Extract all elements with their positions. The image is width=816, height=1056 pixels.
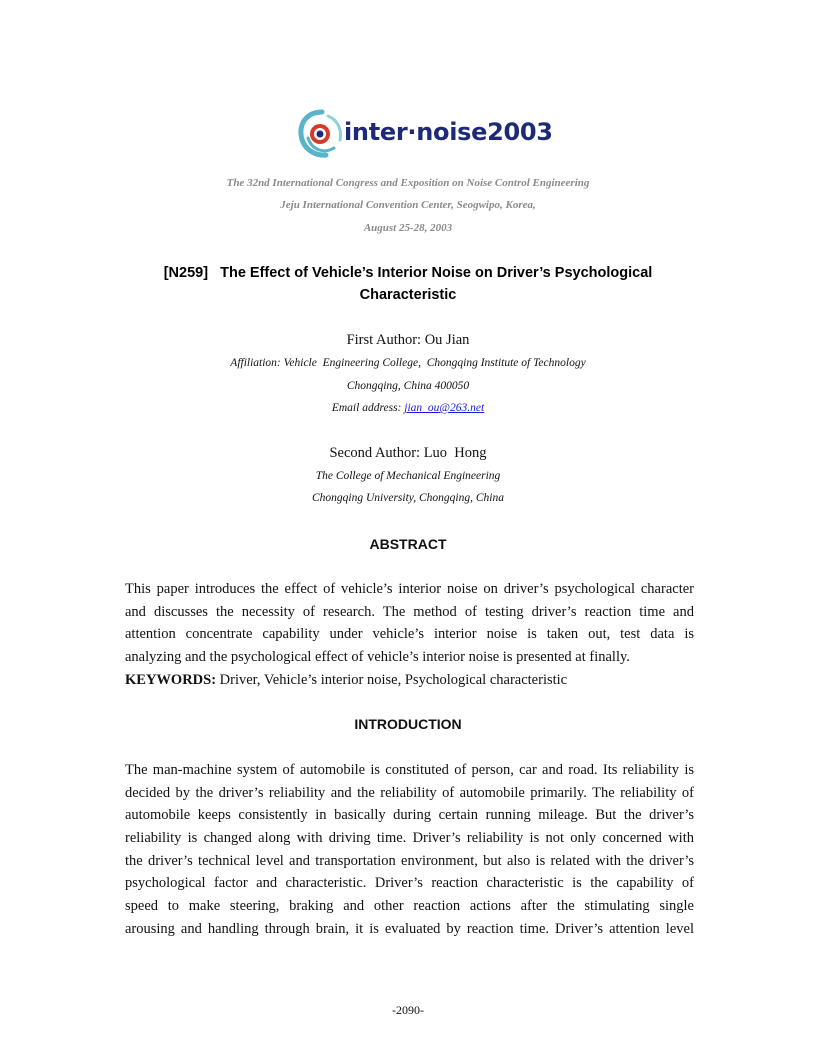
second-author-location: Chongqing University, Chongqing, China [312, 492, 504, 504]
first-author-email-line [0, 402, 816, 414]
introduction-line: reliability is changed along with driving time. Driver’s reliability is not only concerned with [125, 830, 694, 847]
conference-venue: Jeju International Convention Center, Seogwipo, Korea, [280, 199, 536, 211]
abstract-line: attention concentrate capability under vehicle’s interior noise is taken out, test data is [125, 626, 694, 643]
second-author-name: Second Author: Luo Hong [329, 445, 487, 461]
first-author-affiliation: Affiliation: Vehicle Engineering College, Chongqing Institute of Technology [230, 357, 586, 369]
introduction-body [125, 759, 694, 941]
introduction-line: automobile keeps consistently in basically during certain running mileage. But the driver’s [125, 807, 694, 824]
conference-name: The 32nd International Congress and Exposition on Noise Control Engineering [226, 177, 590, 189]
abstract-body [125, 578, 694, 691]
keywords-line [125, 669, 694, 692]
introduction-line: the driver’s technical level and transportation environment, but also is related with the driver’s [125, 852, 694, 869]
conference-dates: August 25-28, 2003 [363, 222, 453, 234]
paper-title-line-1: [N259] The Effect of Vehicle’s Interior Noise on Driver’s Psychological [163, 265, 653, 281]
swirl-icon [298, 108, 346, 160]
page-number: -2090- [392, 1003, 424, 1017]
keywords-text: Driver, Vehicle’s interior noise, Psychological characteristic [216, 671, 568, 688]
second-author-affiliation: The College of Mechanical Engineering [315, 470, 501, 482]
email-label: Email address: [331, 402, 405, 414]
abstract-heading: ABSTRACT [369, 536, 447, 552]
logo-wordmark: inter·noise2003 [344, 118, 553, 146]
introduction-line: decided by the driver’s reliability and the reliability of automobile primarily. The reliability of [125, 784, 694, 801]
introduction-line: psychological factor and characteristic. Driver’s reaction characteristic is the capability of [125, 875, 694, 892]
first-author-location: Chongqing, China 400050 [346, 380, 470, 392]
abstract-line: analyzing and the psychological effect of vehicle’s interior noise is presented at finally. [125, 649, 630, 666]
introduction-heading: INTRODUCTION [354, 716, 462, 732]
abstract-line: and discusses the necessity of research. The method of testing driver’s reaction time and [125, 603, 694, 620]
abstract-line: This paper introduces the effect of vehicle’s interior noise on driver’s psychological character [125, 581, 694, 597]
first-author-name: First Author: Ou Jian [346, 332, 470, 348]
paper-title-line-2: Characteristic [359, 287, 457, 303]
introduction-line: speed to make steering, braking and other reaction actions after the stimulating single [125, 898, 694, 915]
conference-logo [298, 108, 566, 160]
introduction-line: The man-machine system of automobile is constituted of person, car and road. Its reliability is [125, 762, 694, 778]
introduction-line: arousing and handling through brain, it is evaluated by reaction time. Driver’s attention level [125, 920, 694, 937]
keywords-label: KEYWORDS: [125, 671, 217, 688]
email-link[interactable]: jian_ou@263.net [404, 402, 485, 414]
